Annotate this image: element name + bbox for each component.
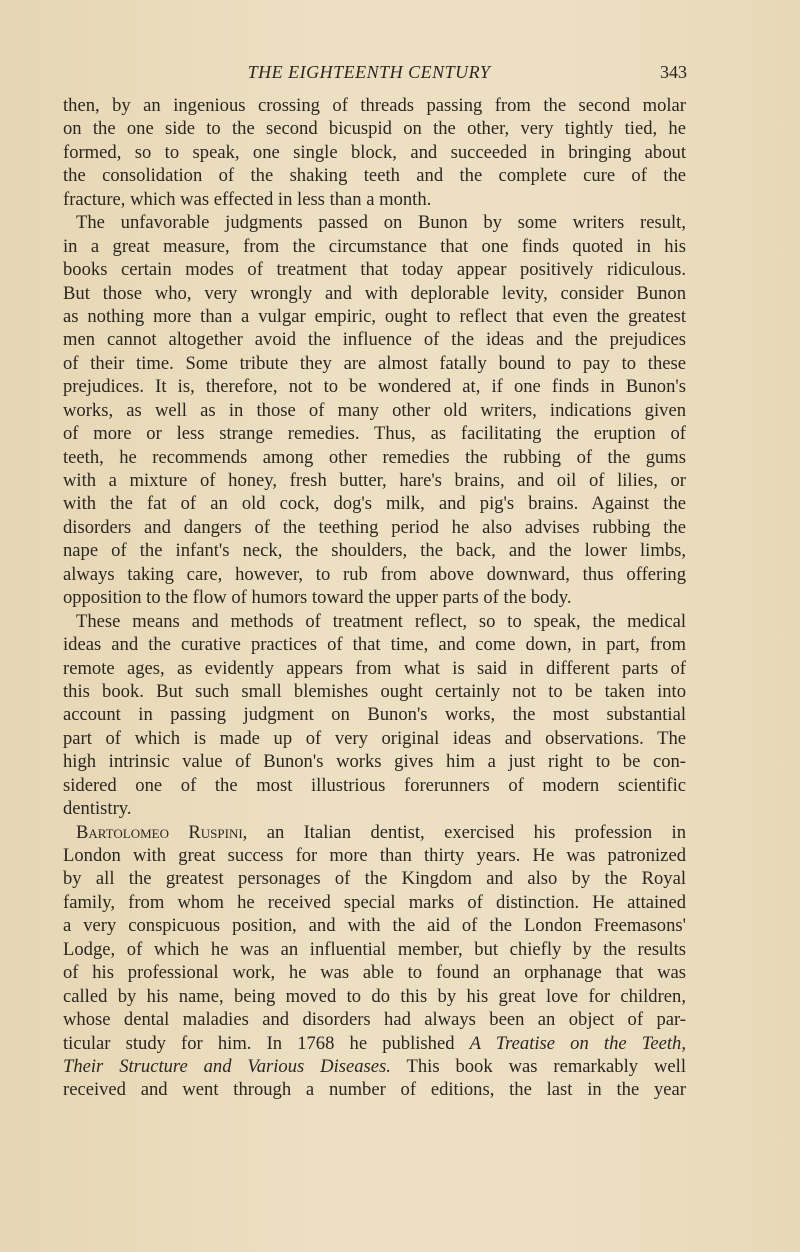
- text-line: [63, 328, 686, 351]
- text-segment: Lodge, of which he was an influential member, but chiefly by the results: [63, 938, 686, 960]
- text-line: [63, 492, 686, 515]
- text-segment: on the one side to the second bicuspid on the other, very tightly tied, he: [63, 118, 686, 140]
- text-segment: whose dental maladies and disorders had always been an object of par-: [63, 1009, 686, 1031]
- text-segment: account in passing judgment on Bunon's works, the most substantial: [63, 704, 686, 726]
- text-segment: ideas and the curative practices of that time, and come down, in part, from: [63, 634, 686, 656]
- text-line: [63, 258, 686, 281]
- text-line: [63, 422, 686, 445]
- text-segment: this book. But such small blemishes ought certainly not to be taken into: [63, 680, 686, 702]
- text-line: [63, 282, 686, 305]
- text-line: [63, 844, 686, 867]
- text-line: [63, 774, 686, 797]
- text-segment: with a mixture of honey, fresh butter, hare's brains, and oil of lilies, or: [63, 470, 686, 491]
- text-segment: of his professional work, he was able to found an orphanage that was: [63, 962, 686, 984]
- text-line: [63, 750, 686, 773]
- text-line: [63, 727, 686, 750]
- text-line: [63, 891, 686, 914]
- text-segment: fracture, which was effected in less than a month.: [63, 188, 432, 210]
- text-line: [63, 563, 686, 586]
- text-line: [63, 985, 686, 1008]
- text-segment: teeth, he recommends among other remedies the rubbing of the gums: [63, 446, 686, 468]
- text-line: [63, 188, 686, 211]
- text-segment: by all the greatest personages of the Kingdom and also by the Royal: [63, 868, 686, 890]
- text-line: [63, 961, 686, 984]
- text-segment: part of which is made up of very original ideas and observations. The: [63, 727, 686, 749]
- text-line: [63, 586, 686, 609]
- text-segment: opposition to the flow of humors toward the upper parts of the body.: [63, 587, 572, 609]
- text-segment: men cannot altogether avoid the influence of the ideas and the prejudices: [63, 329, 686, 351]
- text-segment: dentistry.: [63, 798, 132, 820]
- text-segment: , an Italian dentist, exercised his profession in: [242, 821, 687, 843]
- text-segment: the consolidation of the shaking teeth and the complete cure of the: [63, 165, 686, 187]
- text-line: [63, 680, 686, 703]
- text-segment: London with great success for more than thirty years. He was patronized: [63, 845, 686, 866]
- text-segment: These means and methods of treatment reflect, so to speak, the medical: [76, 610, 686, 632]
- text-segment: received and went through a number of editions, the last in the year: [63, 1079, 686, 1101]
- text-segment: remote ages, as evidently appears from what is said in different parts of: [63, 657, 686, 679]
- text-line: [63, 305, 686, 328]
- text-line: [63, 633, 686, 656]
- text-segment: sidered one of the most illustrious forerunners of modern scientific: [63, 774, 686, 796]
- body-text: [63, 94, 686, 1102]
- text-line: [63, 1032, 686, 1055]
- italic-text: A Treatise on the Teeth,: [469, 1032, 687, 1054]
- text-segment: ticular study for him. In 1768 he published: [63, 1032, 470, 1054]
- text-line: [63, 469, 686, 492]
- text-line: [63, 657, 686, 680]
- text-line: [63, 235, 686, 258]
- running-head: [0, 62, 800, 86]
- small-caps-name: Bartolomeo Ruspini: [76, 821, 243, 843]
- text-line: [63, 399, 686, 422]
- text-segment: of their time. Some tribute they are almost fatally bound to pay to these: [63, 352, 686, 374]
- text-line: [63, 1055, 686, 1078]
- text-line: [63, 375, 686, 398]
- text-line: [63, 797, 686, 820]
- page-number: 343: [660, 62, 687, 82]
- text-segment: The unfavorable judgments passed on Bunon by some writers result,: [76, 212, 686, 234]
- text-line: [63, 352, 686, 375]
- text-segment: formed, so to speak, one single block, and succeeded in bringing about: [63, 141, 686, 163]
- text-segment: works, as well as in those of many other old writers, indications given: [63, 399, 686, 421]
- text-line: [63, 141, 686, 164]
- text-line: [63, 821, 686, 844]
- text-line: [63, 94, 686, 117]
- text-line: [63, 1078, 686, 1101]
- text-segment: with the fat of an old cock, dog's milk, and pig's brains. Against the: [63, 493, 686, 515]
- text-line: [63, 703, 686, 726]
- italic-text: Their Structure and Various Diseases.: [63, 1055, 391, 1077]
- text-segment: a very conspicuous position, and with the aid of the London Freemasons': [63, 915, 686, 937]
- text-line: [63, 446, 686, 469]
- text-line: [63, 539, 686, 562]
- text-segment: called by his name, being moved to do this by his great love for children,: [63, 985, 686, 1007]
- text-line: [63, 938, 686, 961]
- text-segment: of more or less strange remedies. Thus, as facilitating the eruption of: [63, 423, 686, 445]
- text-segment: nape of the infant's neck, the shoulders, the back, and the lower limbs,: [63, 540, 686, 562]
- running-head-title: THE EIGHTEENTH CENTURY: [247, 62, 491, 82]
- text-line: [63, 914, 686, 937]
- text-line: [63, 211, 686, 234]
- text-line: [63, 1008, 686, 1031]
- text-line: [63, 867, 686, 890]
- text-segment: disorders and dangers of the teething period he also advises rubbing the: [63, 516, 686, 538]
- text-segment: family, from whom he received special marks of distinction. He attained: [63, 891, 686, 913]
- text-segment: as nothing more than a vulgar empiric, ought to reflect that even the greatest: [63, 305, 686, 327]
- text-segment: prejudices. It is, therefore, not to be wondered at, if one finds in Bunon's: [63, 376, 686, 398]
- text-segment: in a great measure, from the circumstance that one finds quoted in his: [63, 235, 686, 257]
- text-segment: books certain modes of treatment that today appear positively ridiculous.: [63, 259, 686, 281]
- text-segment: then, by an ingenious crossing of threads passing from the second molar: [63, 95, 686, 116]
- text-line: [63, 164, 686, 187]
- text-line: [63, 117, 686, 140]
- text-segment: high intrinsic value of Bunon's works gives him a just right to be con-: [63, 751, 686, 773]
- text-line: [63, 516, 686, 539]
- text-line: [63, 610, 686, 633]
- text-segment: always taking care, however, to rub from above downward, thus offering: [63, 563, 686, 585]
- text-segment: This book was remarkably well: [390, 1055, 686, 1077]
- text-segment: But those who, very wrongly and with deplorable levity, consider Bunon: [63, 282, 686, 304]
